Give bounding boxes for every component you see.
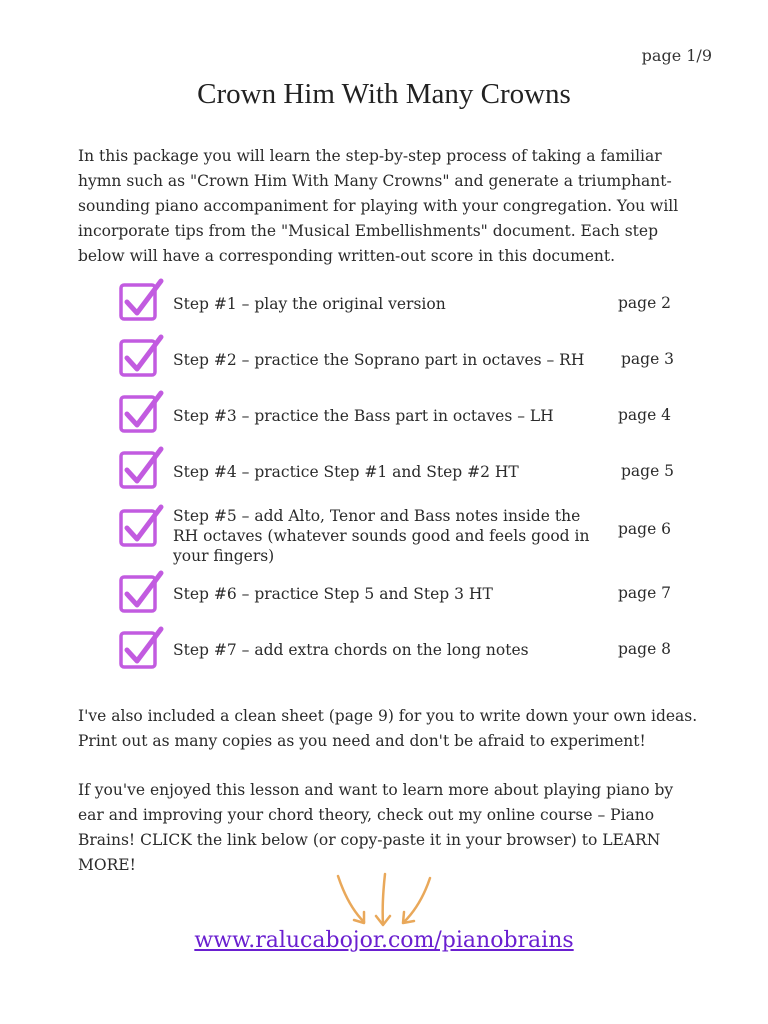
step-text: Step #5 – add Alto, Tenor and Bass notes inside the RH octaves (whatever sounds good and feels good in your fingers) [173, 507, 590, 565]
step-page: page 5 [621, 462, 675, 480]
checked-box-icon [118, 504, 164, 550]
step-text: Step #1 – play the original version [173, 295, 446, 313]
step-text: Step #4 – practice Step #1 and Step #2 HT [173, 463, 519, 481]
step-page: page 8 [618, 640, 672, 658]
step-page: page 3 [621, 350, 675, 368]
step-page: page 2 [618, 294, 672, 312]
step-text: Step #6 – practice Step 5 and Step 3 HT [173, 585, 493, 603]
checked-box-icon [118, 446, 164, 492]
step-page: page 7 [618, 584, 672, 602]
down-arrows-icon [330, 870, 440, 930]
step-text: Step #3 – practice the Bass part in octaves – LH [173, 407, 554, 425]
course-paragraph: If you've enjoyed this lesson and want to learn more about playing piano by ear and improving your chord theory, check out my online course – Piano Brains! CLICK the link below (or copy-paste it in your browser) to LEARN MORE! [78, 781, 674, 874]
intro-paragraph: In this package you will learn the step-by-step process of taking a familiar hymn such as "Crown Him With Many Crowns" and generate a triumphant-sounding piano accompaniment for playing with your congregation. You will incorporate tips from the "Musical Embellishments" document. Each step below will have a corresponding written-out score in this document. [78, 147, 679, 265]
step-page: page 4 [618, 406, 672, 424]
step-text: Step #7 – add extra chords on the long notes [173, 641, 529, 659]
step-text: Step #2 – practice the Soprano part in octaves – RH [173, 351, 585, 369]
checked-box-icon [118, 570, 164, 616]
checked-box-icon [118, 626, 164, 672]
checked-box-icon [118, 390, 164, 436]
checked-box-icon [118, 334, 164, 380]
clean-sheet-paragraph: I've also included a clean sheet (page 9) for you to write down your own ideas. Print out as many copies as you need and don't be afraid to experiment! [78, 707, 698, 750]
step-page: page 6 [618, 520, 672, 538]
page-title: Crown Him With Many Crowns [197, 78, 571, 110]
course-link[interactable]: www.ralucabojor.com/pianobrains [194, 928, 574, 953]
page-number: page 1/9 [641, 46, 712, 65]
checked-box-icon [118, 278, 164, 324]
